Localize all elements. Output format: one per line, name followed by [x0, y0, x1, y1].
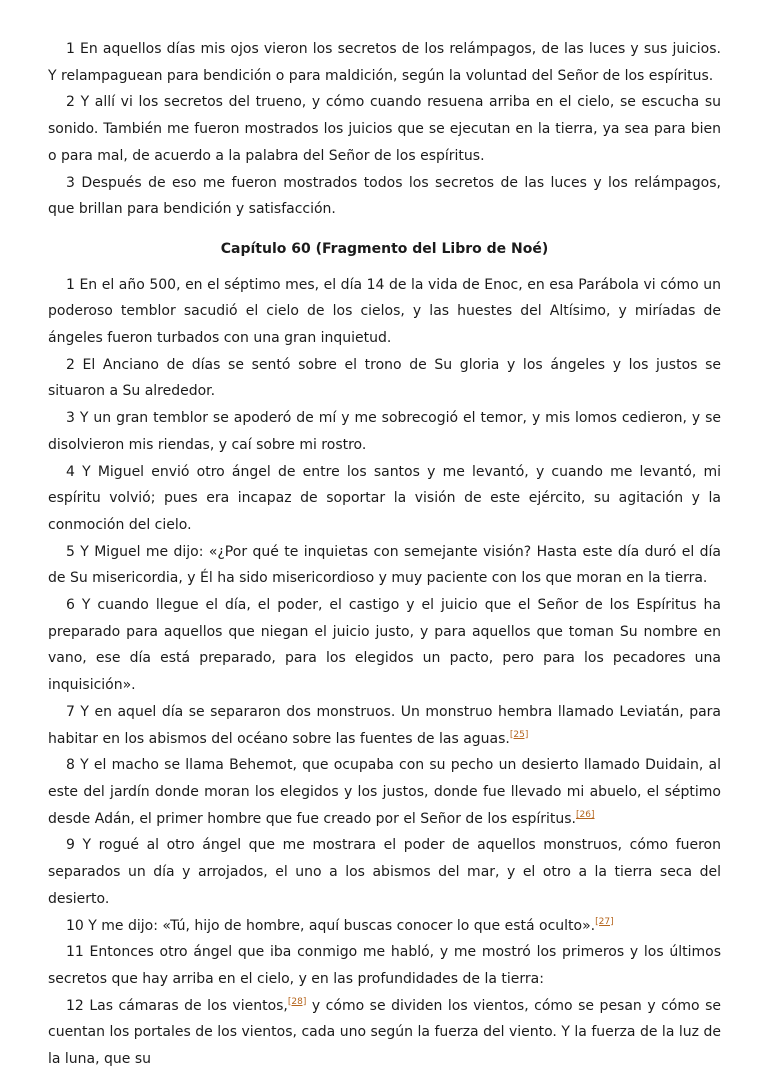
footnote-link-27[interactable]: [27] [595, 916, 614, 927]
chapter-paragraph-8-text: 8 Y el macho se llama Behemot, que ocupaba con su pecho un desierto llamado Duidain, al este del jardín donde moran los elegidos y los justos, donde fue llevado mi abuelo, el séptimo desde Adán, el primer hombre que fue creado por el Señor de los espíritus. [48, 757, 721, 827]
footnote-link-25[interactable]: [25] [509, 729, 529, 740]
chapter-paragraph-1: 1 En el año 500, en el séptimo mes, el día 14 de la vida de Enoc, en esa Parábola vi cómo un poderoso temblor sacudió el cielo de los cielos, y las huestes del Altísimo, y miríadas de ángeles fueron turbados con una gran inquietud. [48, 276, 721, 347]
chapter-heading: Capítulo 60 (Fragmento del Libro de Noé) [220, 240, 549, 257]
paragraph-verse-1: 1 En aquellos días mis ojos vieron los secretos de los relámpagos, de las luces y sus juicios. Y relampaguean para bendición o para maldición, según la voluntad del Señor de los espíritus. [48, 41, 721, 84]
chapter-paragraph-10-text: 10 Y me dijo: «Tú, hijo de hombre, aquí buscas conocer lo que está oculto». [66, 917, 596, 934]
chapter-paragraph-9: 9 Y rogué al otro ángel que me mostrara el poder de aquellos monstruos, cómo fueron separados un día y arrojados, el uno a los abismos del mar, y el otro a la tierra seca del desierto. [48, 837, 721, 907]
footnote-link-28[interactable]: [28] [287, 996, 307, 1007]
chapter-paragraph-12-text-b: y cómo se dividen los vientos, cómo se pesan y cómo se cuentan los portales de los vientos, cada uno según la fuerza del viento. Y la fuerza de la luz de la luna, que su [48, 997, 721, 1068]
chapter-paragraph-7 [48, 699, 721, 752]
document-page [48, 36, 721, 1073]
chapter-paragraph-8 [48, 752, 721, 832]
chapter-paragraph-11: 11 Entonces otro ángel que iba conmigo me habló, y me mostró los primeros y los últimos secretos que hay arriba en el cielo, y en las profundidades de la tierra: [48, 944, 721, 987]
chapter-paragraph-10 [48, 913, 721, 940]
chapter-paragraph-12-text-a: 12 Las cámaras de los vientos, [66, 997, 288, 1014]
chapter-paragraph-5: 5 Y Miguel me dijo: «¿Por qué te inquietas con semejante visión? Hasta este día duró el día de Su misericordia, y Él ha sido misericordioso y muy paciente con los que moran en la tierra. [48, 543, 721, 587]
chapter-paragraph-4: 4 Y Miguel envió otro ángel de entre los santos y me levantó, y cuando me levantó, mi espíritu volvió; pues era incapaz de soportar la visión de este ejército, su agitación y la conmoción del cielo. [48, 463, 721, 533]
chapter-paragraph-2: 2 El Anciano de días se sentó sobre el trono de Su gloria y los ángeles y los justos se situaron a Su alrededor. [48, 356, 721, 400]
paragraph-verse-3: 3 Después de eso me fueron mostrados todos los secretos de las luces y los relámpagos, que brillan para bendición y satisfacción. [48, 174, 721, 218]
chapter-paragraph-3: 3 Y un gran temblor se apoderó de mí y me sobrecogió el temor, y mis lomos cedieron, y se disolvieron mis riendas, y caí sobre mi rostro. [48, 410, 721, 453]
chapter-paragraph-7-text: 7 Y en aquel día se separaron dos monstruos. Un monstruo hembra llamado Leviatán, para habitar en los abismos del océano sobre las fuentes de las aguas. [48, 703, 721, 747]
paragraph-verse-2: 2 Y allí vi los secretos del trueno, y cómo cuando resuena arriba en el cielo, se escucha su sonido. También me fueron mostrados los juicios que se ejecutan en la tierra, ya sea para bien o para mal, de acuerdo a la palabra del Señor de los espíritus. [48, 94, 721, 164]
chapter-paragraph-12 [48, 993, 721, 1073]
footnote-link-26[interactable]: [26] [576, 809, 595, 820]
chapter-paragraph-6: 6 Y cuando llegue el día, el poder, el castigo y el juicio que el Señor de los Espíritus ha preparado para aquellos que niegan el juicio justo, y para aquellos que toman Su nombre en vano, ese día está preparado, para los elegidos un pacto, pero para los pecadores una inquisición». [48, 597, 721, 694]
